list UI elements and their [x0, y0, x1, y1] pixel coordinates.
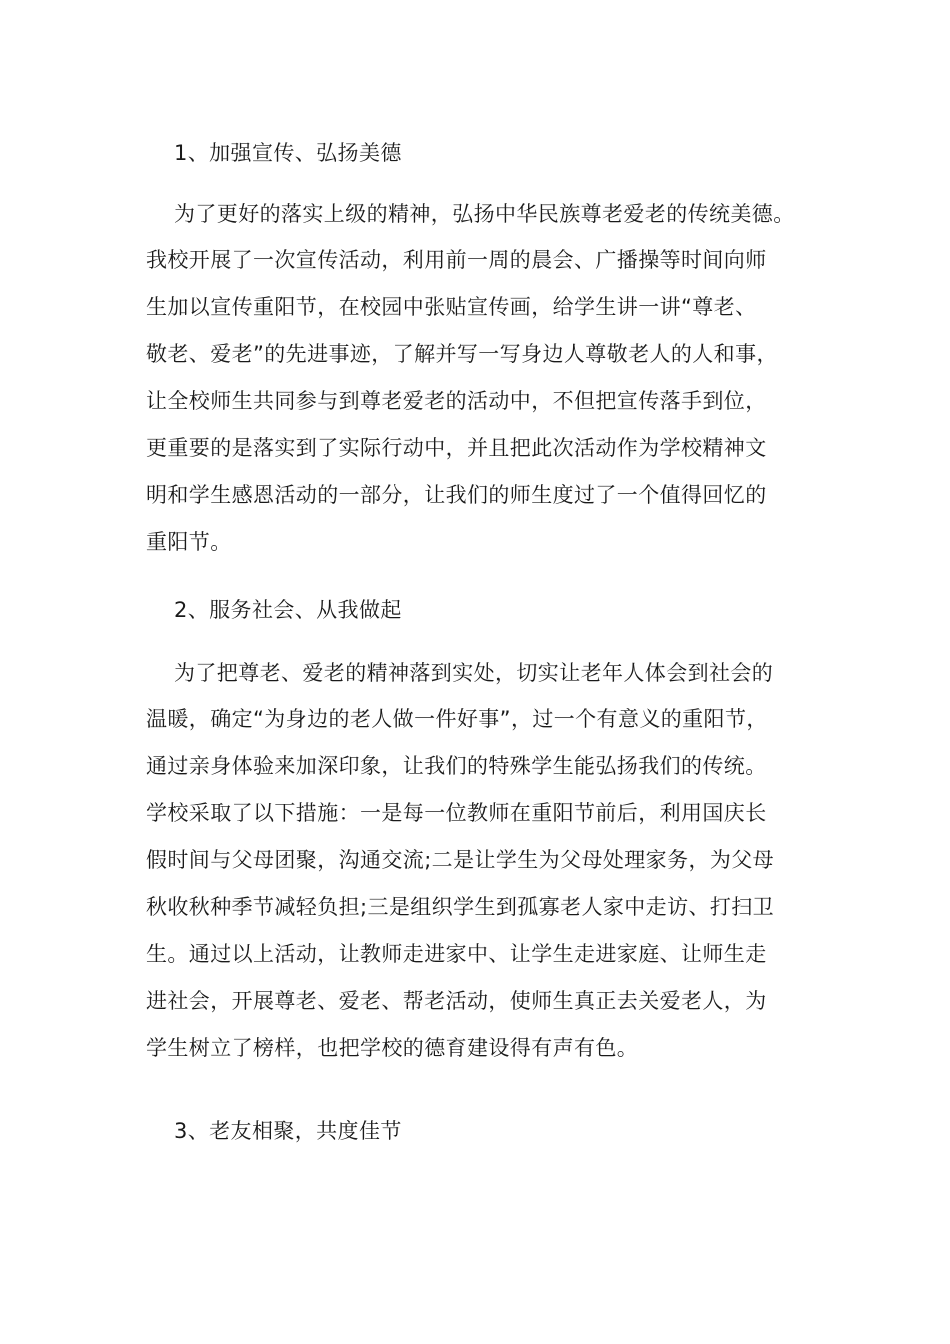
paragraph-line: 为了把尊老、爱老的精神落到实处，切实让老年人体会到社会的: [174, 661, 774, 685]
paragraph-line: 为了更好的落实上级的精神，弘扬中华民族尊老爱老的传统美德。: [174, 202, 795, 226]
paragraph-line: 假时间与父母团聚，沟通交流;二是让学生为父母处理家务，为父母: [146, 848, 775, 872]
section-heading: 3、老友相聚，共度佳节: [174, 1119, 402, 1143]
paragraph-line: 敬老、爱老”的先进事迹，了解并写一写身边人尊敬老人的人和事，: [146, 342, 778, 366]
paragraph-line: 学生树立了榜样，也把学校的德育建设得有声有色。: [146, 1036, 639, 1060]
section-heading: 2、服务社会、从我做起: [174, 598, 402, 622]
paragraph-line: 我校开展了一次宣传活动，利用前一周的晨会、广播操等时间向师: [146, 248, 767, 272]
paragraph-line: 更重要的是落实到了实际行动中，并且把此次活动作为学校精神文: [146, 436, 767, 460]
paragraph-line: 秋收秋种季节减轻负担;三是组织学生到孤寡老人家中走访、打扫卫: [146, 895, 775, 919]
section-heading: 1、加强宣传、弘扬美德: [174, 141, 402, 165]
paragraph-line: 让全校师生共同参与到尊老爱老的活动中，不但把宣传落手到位，: [146, 389, 767, 413]
paragraph-line: 温暖，确定“为身边的老人做一件好事”，过一个有意义的重阳节，: [146, 707, 768, 731]
paragraph-line: 学校采取了以下措施：一是每一位教师在重阳节前后，利用国庆长: [146, 801, 767, 825]
paragraph-line: 重阳节。: [146, 530, 232, 554]
paragraph-line: 通过亲身体验来加深印象，让我们的特殊学生能弘扬我们的传统。: [146, 754, 767, 778]
paragraph-line: 生。通过以上活动，让教师走进家中、让学生走进家庭、让师生走: [146, 942, 767, 966]
paragraph-line: 进社会，开展尊老、爱老、帮老活动，使师生真正去关爱老人，为: [146, 989, 767, 1013]
paragraph-line: 生加以宣传重阳节，在校园中张贴宣传画，给学生讲一讲“尊老、: [146, 295, 757, 319]
paragraph-line: 明和学生感恩活动的一部分，让我们的师生度过了一个值得回忆的: [146, 483, 767, 507]
